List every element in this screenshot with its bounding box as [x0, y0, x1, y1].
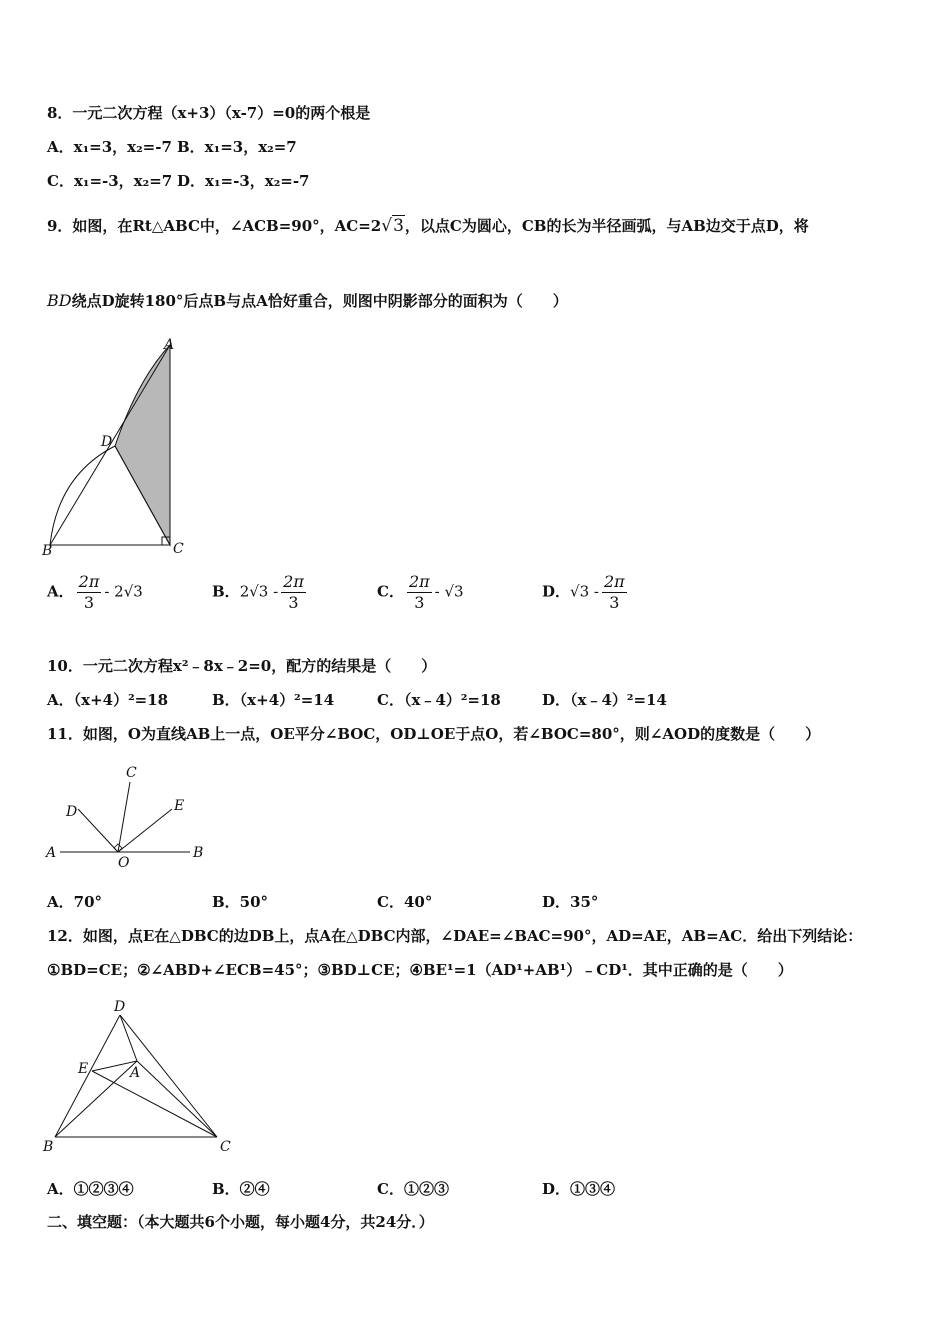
q8-stem: 8．一元二次方程（x+3）（x-7）=0的两个根是 — [47, 104, 371, 122]
q11-option-d: D．35° — [542, 893, 599, 911]
q9-label-a: A — [164, 337, 175, 353]
q12-stem: 12．如图，点E在△DBC的边DB上，点A在△DBC内部，∠DAE=∠BAC=90°，AD=AE，AB=AC．给出下列结论： — [47, 927, 863, 945]
q11-label-b: B — [193, 845, 204, 861]
q9-optD-frac: $\frac{2\pi}{3}$ — [603, 572, 625, 612]
q9-stem-line2 — [47, 291, 568, 311]
q9-arc-bd: BD — [47, 291, 72, 310]
q9-label-d: D — [101, 434, 113, 450]
q10-option-c: C．（x﹣4）²=18 — [377, 691, 501, 709]
q11-label-e: E — [174, 798, 185, 814]
q12-figure — [40, 995, 240, 1160]
q12-label-b: B — [43, 1139, 54, 1155]
q9-option-b: B．2√3 - $\frac{2\pi}{3}$ — [212, 572, 304, 612]
q11-stem: 11．如图，O为直线AB上一点，OE平分∠BOC，OD⊥OE于点O，若∠BOC=80°，则∠AOD的度数是（ ） — [47, 725, 821, 743]
q12-label-c: C — [220, 1139, 231, 1155]
q11-option-b: B．50° — [212, 893, 269, 911]
q10-option-a: A．（x+4）²=18 — [47, 691, 169, 709]
q12-option-a: A．①②③④ — [47, 1180, 134, 1198]
q9-optB-frac: $\frac{2\pi}{3}$ — [283, 572, 304, 612]
q9-arc — [50, 446, 115, 545]
q8-option-b: B．x₁=3，x₂=7 — [177, 138, 297, 156]
q12-label-e: E — [78, 1061, 89, 1077]
q8-option-d: D．x₁=-3，x₂=-7 — [177, 172, 310, 190]
q10-option-d: D．（x﹣4）²=14 — [542, 691, 667, 709]
q9-line2-text: 绕点D旋转180°后点B与点A恰好重合，则图中阴影部分的面积为（ ） — [71, 292, 568, 310]
q9-optA-frac: $\frac{2\pi}{3}$ — [78, 572, 100, 612]
section-2-heading: 二、填空题：（本大题共6个小题，每小题4分，共24分．） — [47, 1213, 434, 1231]
q11-option-c: C．40° — [377, 893, 433, 911]
q9-stem-part1: 9．如图，在Rt△ABC中，∠ACB=90°，AC=2 — [47, 217, 382, 235]
q11-label-c: C — [126, 765, 137, 781]
q8-option-c: C．x₁=-3，x₂=7 — [47, 172, 173, 190]
q12-label-d: D — [114, 999, 126, 1015]
q12-option-b: B．②④ — [212, 1180, 270, 1198]
q10-stem: 10．一元二次方程x²﹣8x﹣2=0，配方的结果是（ ） — [47, 657, 437, 675]
q11-figure — [40, 762, 215, 872]
q9-label-b: B — [42, 543, 53, 559]
q10-option-b: B．（x+4）²=14 — [212, 691, 335, 709]
q9-optC-frac: $\frac{2\pi}{3}$ — [408, 572, 430, 612]
q9-stem-part2: ，以点C为圆心，CB的长为半径画弧，与AB边交于点D，将 — [404, 217, 809, 235]
q11-label-d: D — [66, 804, 78, 820]
q9-label-c: C — [173, 541, 184, 557]
q11-label-o: O — [118, 855, 130, 871]
q9-option-d: D．√3 - $\frac{2\pi}{3}$ — [542, 572, 625, 612]
q12-label-a: A — [130, 1065, 141, 1081]
q9-shaded-region — [115, 345, 170, 545]
q9-option-a: A． $\frac{2\pi}{3}$ - 2√3 — [47, 572, 143, 612]
q11-label-a: A — [46, 845, 57, 861]
q9-figure — [40, 335, 200, 560]
q11-option-a: A．70° — [47, 893, 103, 911]
q9-stem — [47, 216, 809, 236]
q12-stem-line2: ①BD=CE；②∠ABD+∠ECB=45°；③BD⊥CE；④BE¹=1（AD¹+AB¹）﹣CD¹．其中正确的是（ ） — [47, 961, 793, 979]
q12-option-d: D．①③④ — [542, 1180, 616, 1198]
q9-option-c: C． $\frac{2\pi}{3}$ - √3 — [377, 572, 464, 612]
q8-option-a: A．x₁=3，x₂=-7 — [47, 138, 172, 156]
q12-option-c: C．①②③ — [377, 1180, 449, 1198]
q9-sqrt: √3 — [381, 216, 404, 236]
